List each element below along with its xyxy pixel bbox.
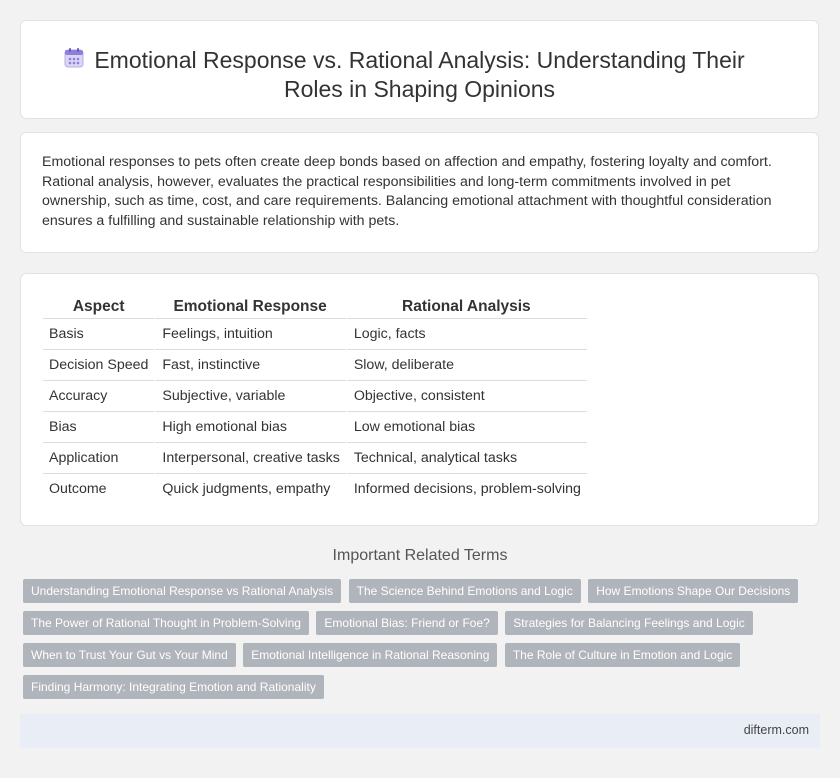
table-cell: Objective, consistent (346, 380, 587, 411)
table-row (43, 473, 587, 504)
table-cell: Application (43, 442, 154, 473)
related-term-tag[interactable]: Strategies for Balancing Feelings and Logic (505, 611, 752, 635)
table-cell: Interpersonal, creative tasks (154, 442, 345, 473)
table-cell: Quick judgments, empathy (154, 473, 345, 504)
table-cell: Feelings, intuition (154, 318, 345, 349)
table-row (43, 380, 587, 411)
table-cell: Bias (43, 411, 154, 442)
footer-site-link[interactable]: difterm.com (743, 723, 809, 737)
related-term-tag[interactable]: When to Trust Your Gut vs Your Mind (23, 643, 236, 667)
comparison-card (20, 273, 819, 526)
table-row (43, 318, 587, 349)
related-terms-list (23, 579, 803, 707)
intro-card (20, 132, 819, 253)
table-cell: Technical, analytical tasks (346, 442, 587, 473)
header-rational-analysis: Rational Analysis (402, 298, 531, 315)
related-term-tag[interactable]: Understanding Emotional Response vs Rational Analysis (23, 579, 341, 603)
page-title-line-2: Roles in Shaping Opinions (283, 76, 556, 102)
table-cell: Logic, facts (346, 318, 587, 349)
title-card (20, 20, 819, 119)
page-title (21, 46, 818, 104)
related-term-tag[interactable]: Emotional Intelligence in Rational Reasoning (243, 643, 497, 667)
related-term-tag[interactable]: The Science Behind Emotions and Logic (349, 579, 581, 603)
comparison-table (43, 294, 587, 504)
header-aspect: Aspect (72, 298, 125, 315)
related-term-tag[interactable]: How Emotions Shape Our Decisions (588, 579, 798, 603)
header-emotional-response: Emotional Response (173, 298, 327, 315)
table-row (43, 411, 587, 442)
table-cell: Basis (43, 318, 154, 349)
related-term-tag[interactable]: Finding Harmony: Integrating Emotion and Rationality (23, 675, 324, 699)
table-cell: Fast, instinctive (154, 349, 345, 380)
table-cell: High emotional bias (154, 411, 345, 442)
table-cell: Slow, deliberate (346, 349, 587, 380)
related-term-tag[interactable]: Emotional Bias: Friend or Foe? (316, 611, 497, 635)
table-header-row (43, 294, 587, 318)
table-cell: Outcome (43, 473, 154, 504)
table-row (43, 442, 587, 473)
table-row (43, 349, 587, 380)
related-terms-heading: Important Related Terms (332, 547, 508, 564)
page-title-line-1: Emotional Response vs. Rational Analysis: Understanding Their (94, 47, 745, 73)
table-cell: Accuracy (43, 380, 154, 411)
related-term-tag[interactable]: The Power of Rational Thought in Problem-Solving (23, 611, 309, 635)
footer (20, 714, 820, 748)
table-cell: Informed decisions, problem-solving (346, 473, 587, 504)
table-cell: Decision Speed (43, 349, 154, 380)
related-term-tag[interactable]: The Role of Culture in Emotion and Logic (505, 643, 740, 667)
table-cell: Subjective, variable (154, 380, 345, 411)
intro-paragraph: Emotional responses to pets often create deep bonds based on affection and empathy, fostering loyalty and comfort. Rational analysis, however, evaluates the practical responsibilities and long-term commitments involved in pet ownership, such as time, cost, and care requirements. Balancing emotional attachment with thoughtful consideration ensures a fulfilling and sustainable relationship with pets. (42, 154, 772, 229)
table-cell: Low emotional bias (346, 411, 587, 442)
